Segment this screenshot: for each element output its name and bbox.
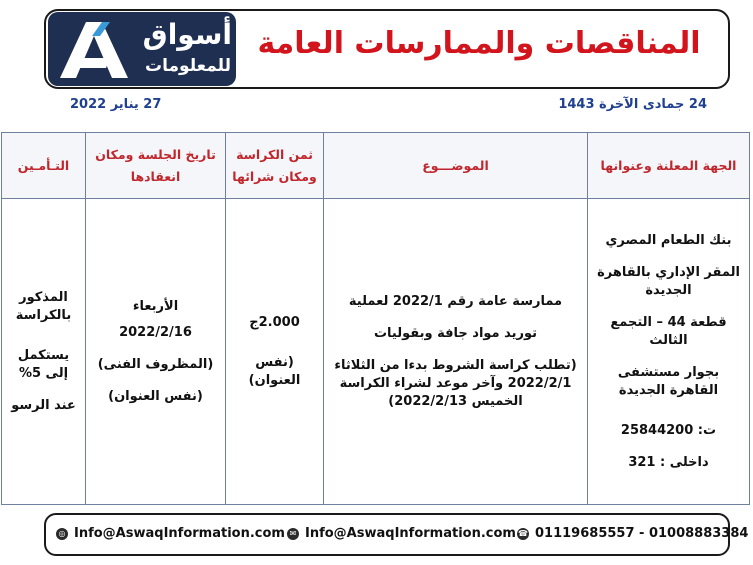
cell-insurance xyxy=(2,199,86,505)
insurance-line1: المذكور بالكراسة xyxy=(15,289,72,323)
header-price-line2: ومكان شرائها xyxy=(232,168,317,184)
footer-email[interactable] xyxy=(287,526,516,541)
cell-entity xyxy=(588,199,750,505)
table-header-row xyxy=(2,133,750,199)
header-insurance: التـأمـين xyxy=(2,133,86,199)
page-title: المناقصات والممارسات العامة xyxy=(257,26,701,61)
subject-line1: ممارسة عامة رقم 2022/1 لعملية xyxy=(348,293,563,309)
header-price-line1: ثمن الكراسة xyxy=(236,146,313,162)
insurance-line3: عند الرسو xyxy=(11,397,76,413)
entity-extension: داخلى : 321 xyxy=(628,454,709,470)
entity-phone: ت: 25844200 xyxy=(620,422,717,438)
entity-address-3: بجوار مستشفى القاهرة الجديدة xyxy=(617,364,720,398)
gregorian-date: 27 يناير 2022 xyxy=(70,97,162,112)
session-day: الأربعاء xyxy=(132,298,179,314)
footer-website[interactable] xyxy=(56,526,285,541)
logo-a-icon xyxy=(52,16,132,82)
header-subject: الموضـــوع xyxy=(324,133,588,199)
tenders-table xyxy=(1,132,750,505)
footer-email-1[interactable]: Info@AswaqInformation.com xyxy=(74,526,285,541)
table-row xyxy=(2,199,750,505)
phone-icon: ☎ xyxy=(518,528,528,538)
cell-price xyxy=(226,199,324,505)
logo-subtitle: للمعلومات xyxy=(145,56,231,76)
logo-title: أسواق xyxy=(142,18,232,51)
header-session-line1: تاريخ الجلسة xyxy=(137,146,216,162)
session-place: (نفس العنوان) xyxy=(108,388,203,404)
web-icon: ◎ xyxy=(56,528,68,540)
logo xyxy=(48,12,236,86)
entity-address-1: المقر الإداري بالقاهرة الجديدة xyxy=(597,264,740,298)
entity-name: بنك الطعام المصري xyxy=(605,232,732,248)
cell-subject xyxy=(324,199,588,505)
footer-phones[interactable]: 01119685557 - 01008883384 xyxy=(535,526,749,541)
session-date: 2022/2/16 xyxy=(119,324,192,340)
email-icon: ✉ xyxy=(287,528,299,540)
cell-session xyxy=(86,199,226,505)
header-price xyxy=(226,133,324,199)
entity-address-2: قطعة 44 – التجمع الثالث xyxy=(610,314,727,348)
subject-line3: (تطلب كراسة الشروط بدءا من الثلاثاء 2022/2/1 وآخر موعد لشراء الكراسة الخميس 2022/2/13) xyxy=(334,357,577,409)
header-session xyxy=(86,133,226,199)
header-session-line2: ومكان انعقادها xyxy=(95,146,181,184)
footer-phone[interactable] xyxy=(517,526,748,541)
session-envelope: (المظروف الفنى) xyxy=(97,356,214,372)
hijri-date: 24 جمادى الآخرة 1443 xyxy=(558,97,707,112)
price-amount: 2.000ج xyxy=(249,314,300,330)
price-place: (نفس العنوان) xyxy=(248,354,301,388)
header-entity: الجهة المعلنة وعنوانها xyxy=(588,133,750,199)
footer-email-2[interactable]: Info@AswaqInformation.com xyxy=(305,526,516,541)
insurance-line2: يستكمل إلى 5% xyxy=(17,347,70,381)
subject-line2: توريد مواد جافة وبقوليات xyxy=(373,325,538,341)
